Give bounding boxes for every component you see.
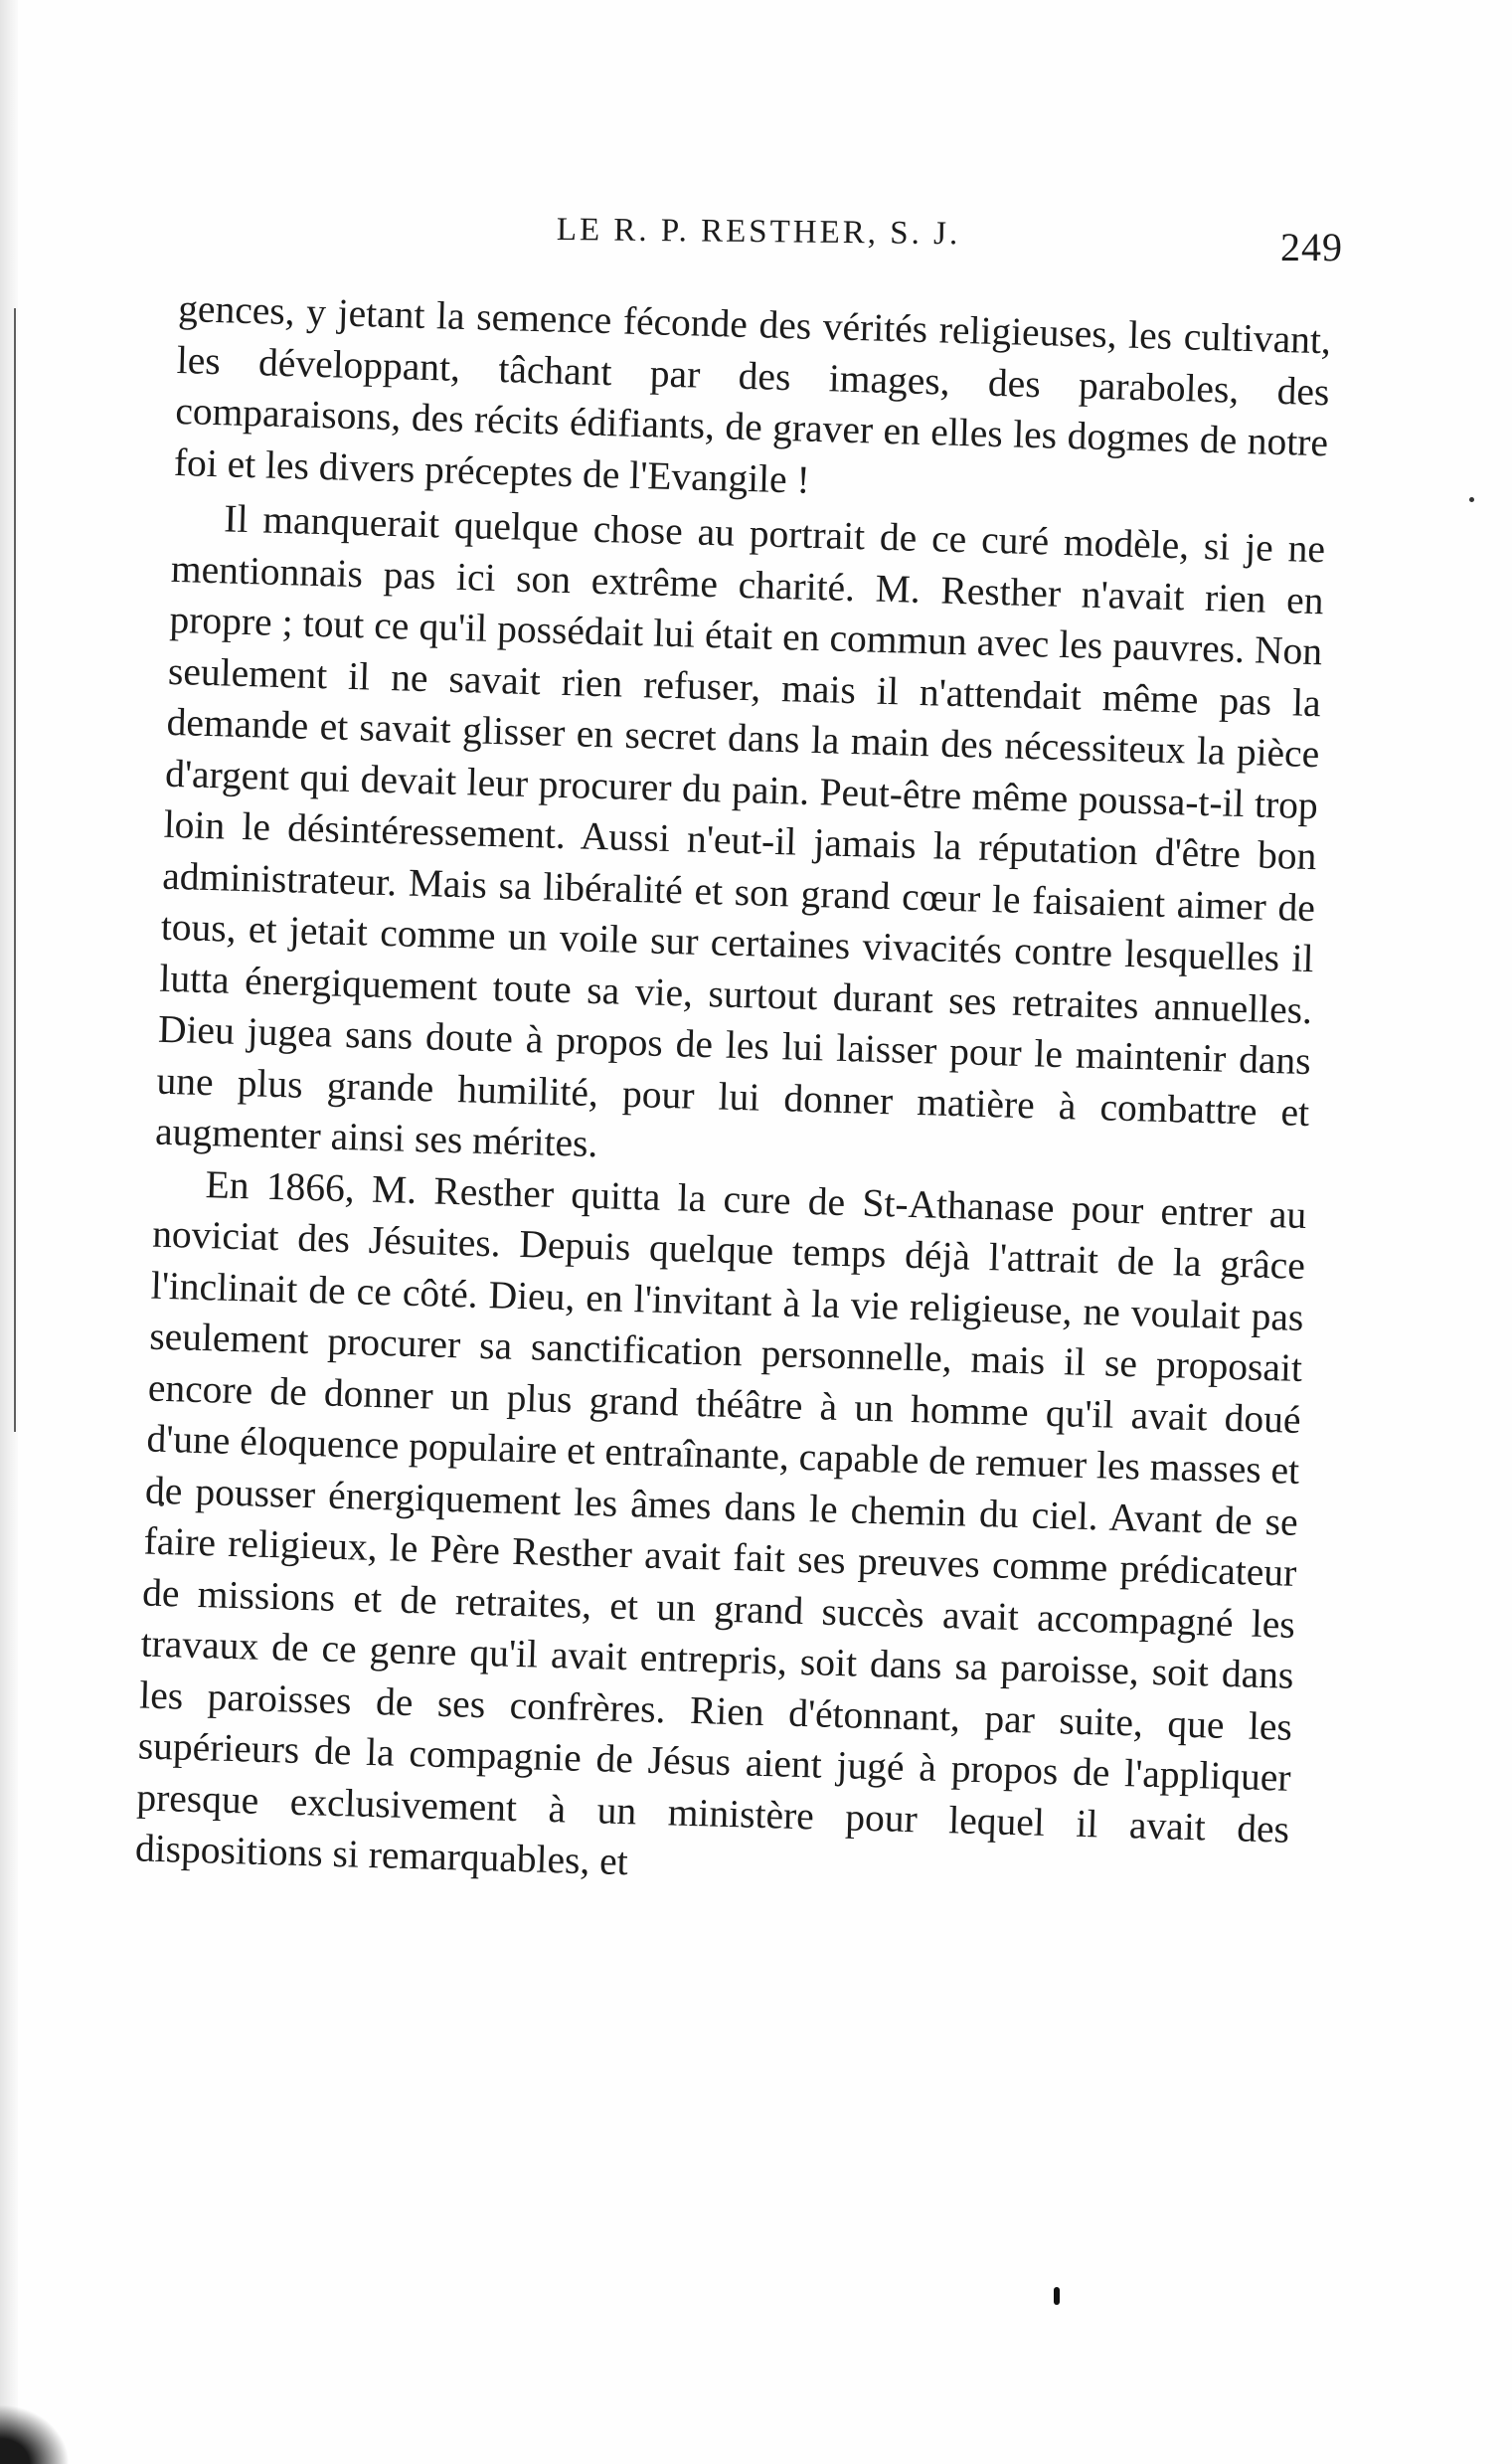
paragraph-charity: Il manquerait quelque chose au portrait de ce curé modèle, si je ne mentionnais pas ici son extrême charité. M. Resther n'avait rien en propre ; tout ce qu'il possédait lui était en commun avec les pauvres. Non seulement il ne savait rien refuser, mais il n'attendait même pas la demande et savait glisser en secret dans la main des nécessiteux la pièce d'argent qui devait leur procurer du pain. Peut-être même poussa-t-il trop loin le désintéressement. Aussi n'eut-il jamais la réputation d'être bon administrateur. Mais sa libéralité et son grand cœur le faisaient aimer de tous, et jetait comme un voile sur certaines vivacités contre lesquelles il lutta énergiquement toute sa vie, surtout durant ses retraites annuelles. Dieu jugea sans doute à propos de les lui laisser pour le maintenir dans une plus grande humilité, pour lui donner matière à combattre et augmenter ainsi ses mérites. [154,496,1326,1166]
gutter-line [14,308,16,1432]
margin-speck [1469,497,1474,502]
body-text [134,283,1331,1906]
ink-mark [1054,2287,1060,2305]
page-number: 249 [1280,225,1343,269]
paragraph-continued: gences, y jetant la semence féconde des vérités religieuses, les cultivant, les développant, tâchant par des images, des paraboles, des comparaisons, des récits édifiants, de graver en elles les dogmes de notre foi et les divers préceptes de l'Evangile ! [173,285,1332,502]
running-head: LE R. P. RESTHER, S. J. [556,212,961,253]
corner-smudge [0,2404,70,2464]
paragraph-novitiate: En 1866, M. Resther quitta la cure de St-Athanase pour entrer au noviciat des Jésuites. Depuis quelque temps déjà l'attrait de la grâce l'inclinait de ce côté. Dieu, en l'invitant à la vie religieuse, ne voulait pas seulement procurer sa sanctification personnelle, mais il se proposait encore de donner un plus grand théâtre à un homme qu'il avait doué d'une éloquence populaire et entraînante, capable de remuer les masses et de pousser énergiquement les âmes dans le chemin du ciel. Avant de se faire religieux, le Père Resther avait fait ses preuves comme prédicateur de missions et de retraites, et un grand succès avait accompagné les travaux de ce genre qu'il avait entrepris, soit dans sa paroisse, soit dans les paroisses de ses confrères. Rien d'étonnant, par suite, que les supérieurs de la compagnie de Jésus aient jugé à propos de l'appliquer presque exclusivement à un ministère pour lequel il avait des dispositions si remarquables, et [134,1161,1307,1884]
